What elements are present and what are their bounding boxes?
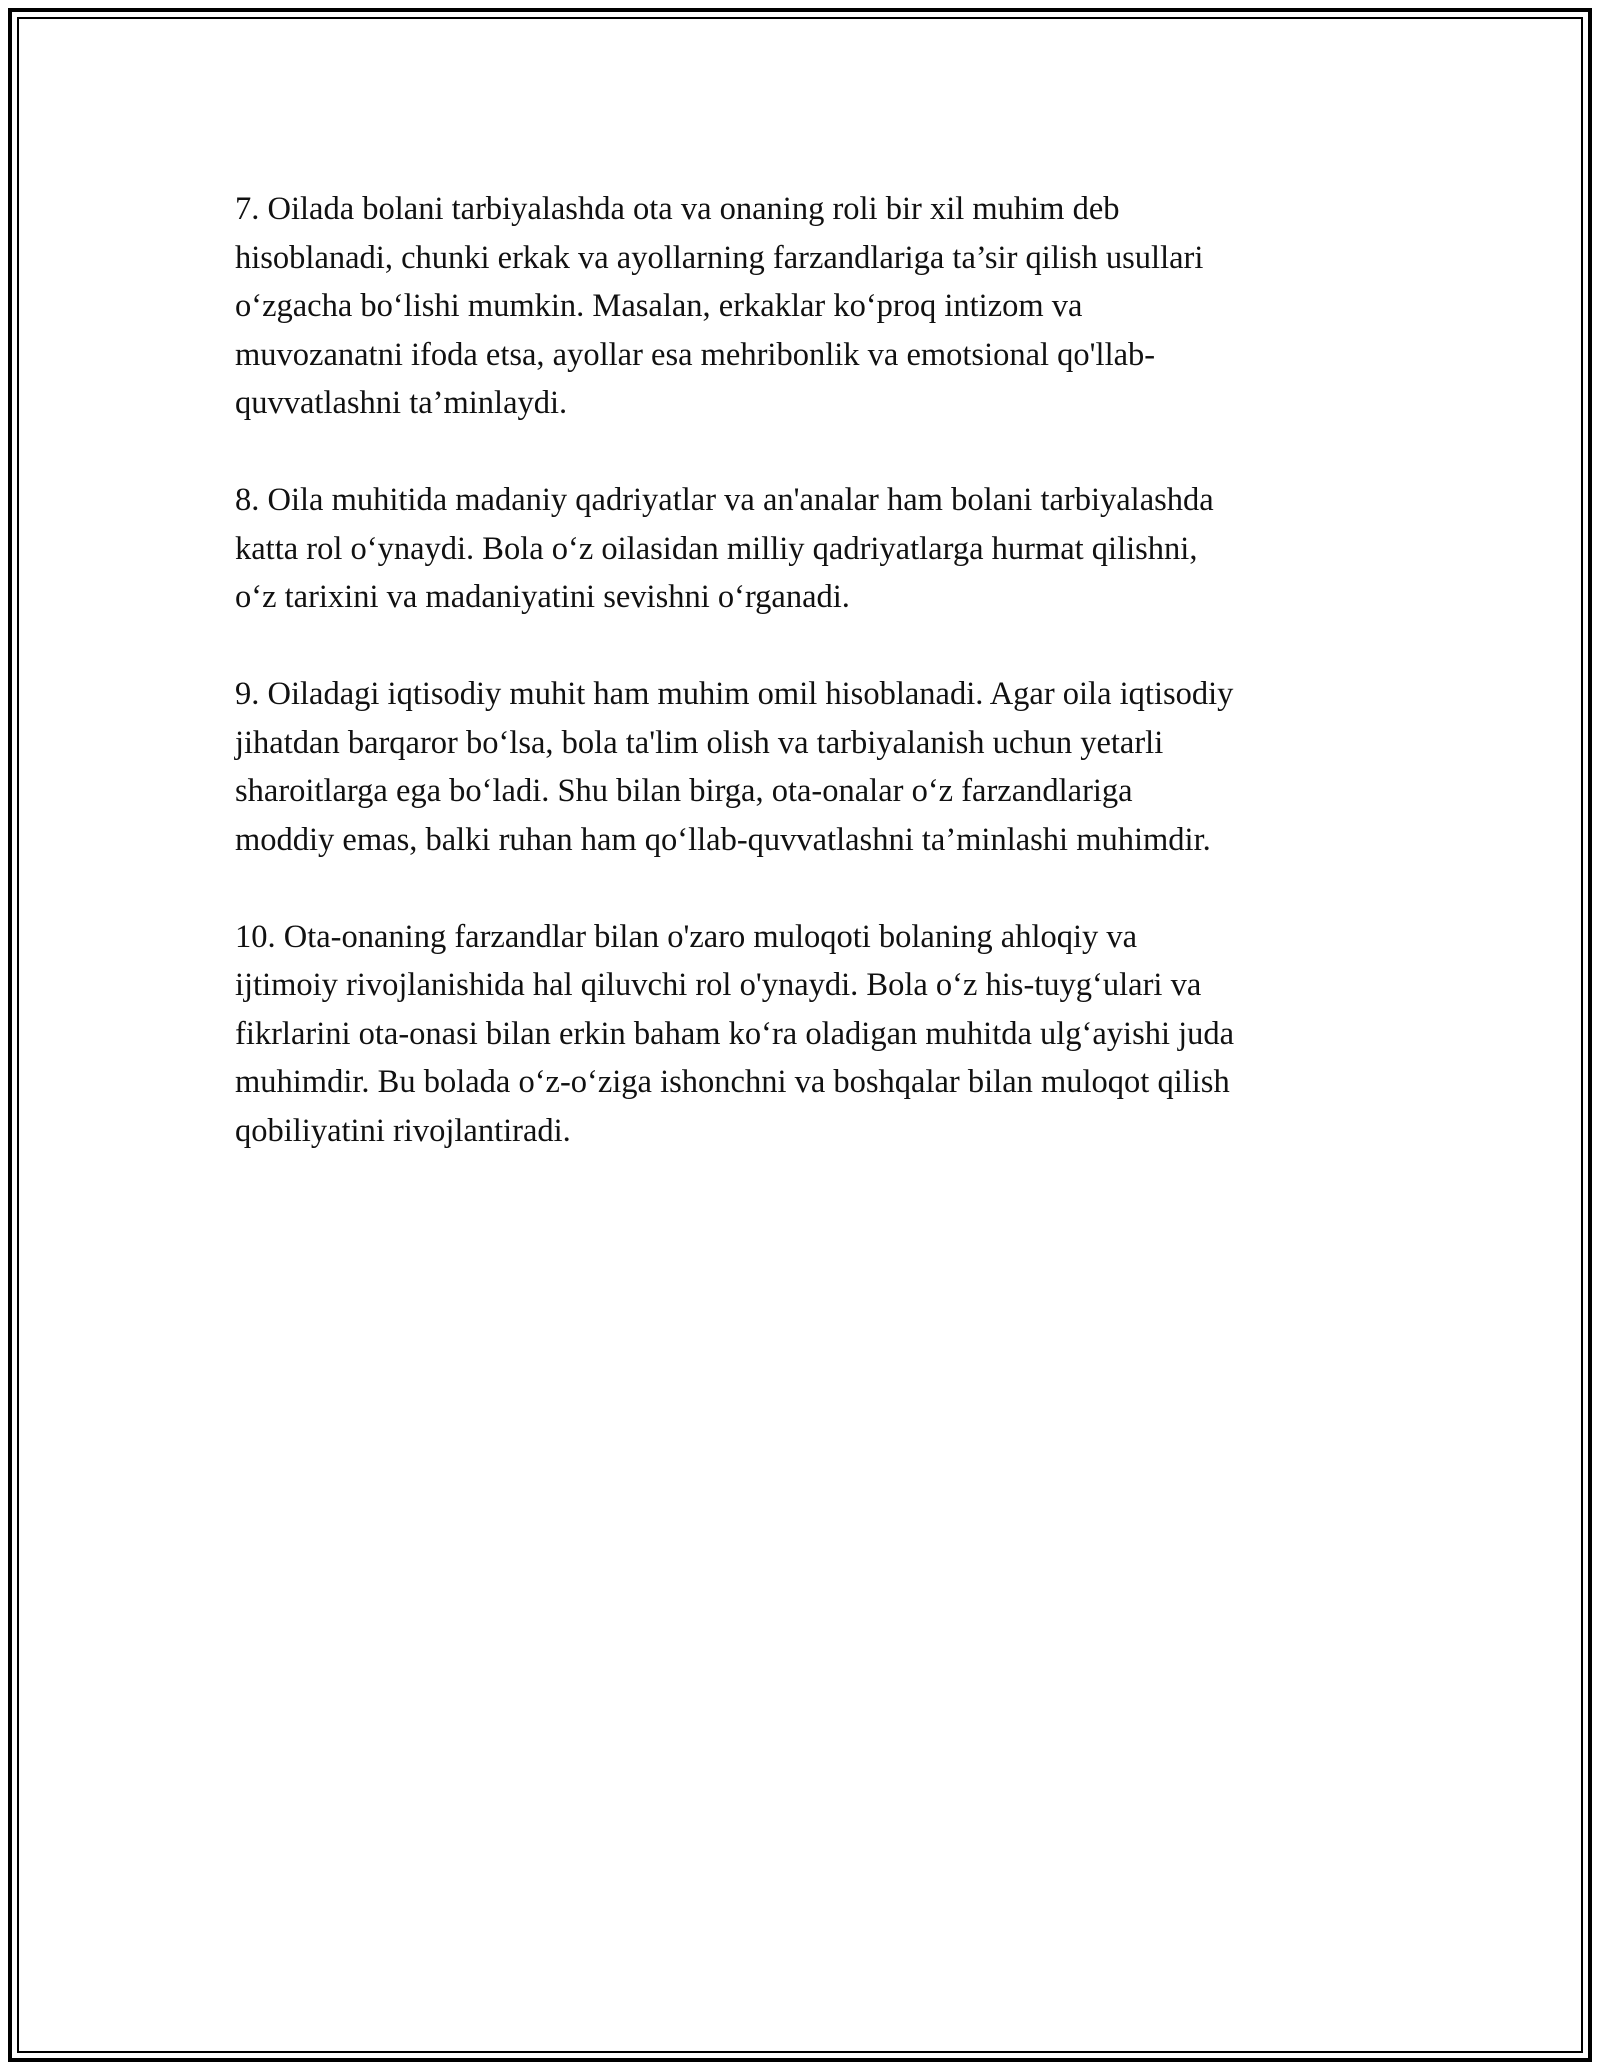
text-line: ijtimoiy rivojlanishida hal qiluvchi rol o'ynaydi. Bola o‘z his-tuyg‘ulari va [235, 967, 1202, 1003]
text-line: hisoblanadi, chunki erkak va ayollarning farzandlariga ta’sir qilish usullari [235, 239, 1204, 276]
text-line: katta rol o‘ynaydi. Bola o‘z oilasidan milliy qadriyatlarga hurmat qilishni, [235, 530, 1198, 567]
document-body [235, 185, 1375, 1204]
paragraph-9 [235, 670, 1375, 864]
text-line: 8. Oila muhitida madaniy qadriyatlar va an'analar ham bolani tarbiyalashda [235, 482, 1214, 518]
text-line: 7. Oilada bolani tarbiyalashda ota va onaning roli bir xil muhim deb [235, 191, 1120, 227]
text-line: o‘z tarixini va madaniyatini sevishni o‘rganadi. [235, 579, 850, 615]
text-line: moddiy emas, balki ruhan ham qo‘llab-quvvatlashni ta’minlashi muhimdir. [235, 821, 1211, 858]
paragraph-10 [235, 913, 1375, 1156]
text-line: o‘zgacha bo‘lishi mumkin. Masalan, erkaklar ko‘proq intizom va [235, 288, 1083, 324]
paragraph-7 [235, 185, 1375, 428]
text-line: sharoitlarga ega bo‘ladi. Shu bilan birga, ota-onalar o‘z farzandlariga [235, 773, 1133, 809]
text-line: muvozanatni ifoda etsa, ayollar esa mehribonlik va emotsional qo'llab- [235, 336, 1156, 373]
paragraph-8 [235, 476, 1375, 622]
text-line: quvvatlashni ta’minlaydi. [235, 385, 568, 421]
text-line: 10. Ota-onaning farzandlar bilan o'zaro muloqoti bolaning ahloqiy va [235, 918, 1138, 955]
text-line: muhimdir. Bu bolada o‘z-o‘ziga ishonchni va boshqalar bilan muloqot qilish [235, 1064, 1230, 1100]
text-line: jihatdan barqaror bo‘lsa, bola ta'lim olish va tarbiyalanish uchun yetarli [235, 724, 1164, 761]
text-line: 9. Oiladagi iqtisodiy muhit ham muhim omil hisoblanadi. Agar oila iqtisodiy [235, 676, 1234, 712]
text-line: fikrlarini ota-onasi bilan erkin baham ko‘ra oladigan muhitda ulg‘ayishi juda [235, 1015, 1235, 1052]
text-line: qobiliyatini rivojlantiradi. [235, 1112, 571, 1149]
